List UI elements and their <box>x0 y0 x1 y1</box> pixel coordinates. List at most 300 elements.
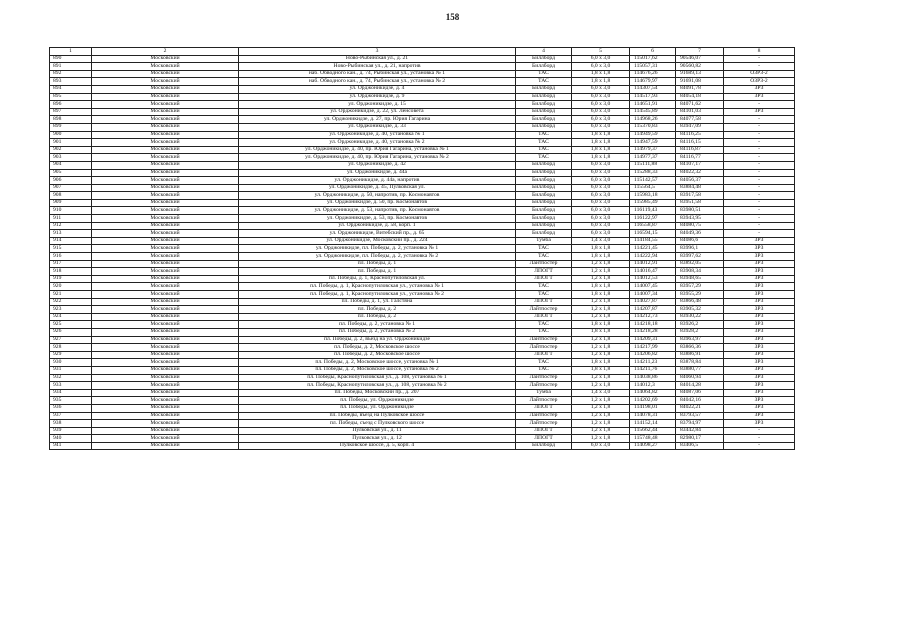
coordinate-y-cell: 90560,82 <box>676 63 724 71</box>
address-cell: ул. Орджоникидзе, Витебский пр., д. 65 <box>239 230 516 238</box>
zone-cell: - <box>724 154 795 162</box>
address-cell: пл. Победы, съезд с Пулковского шоссе <box>239 420 516 428</box>
table-row <box>50 442 795 450</box>
coordinate-x-cell: 114676,26 <box>630 70 676 78</box>
row-number-cell: 898 <box>50 116 92 124</box>
row-number-cell: 900 <box>50 131 92 139</box>
district-cell: Московский <box>92 146 239 154</box>
coordinate-x-cell: 116119,43 <box>630 207 676 215</box>
row-number-cell: 912 <box>50 222 92 230</box>
zone-cell: - <box>724 161 795 169</box>
coordinate-x-cell: 114222,94 <box>630 253 676 261</box>
coordinate-x-cell: 114968,26 <box>630 116 676 124</box>
coordinate-y-cell: 83926,2 <box>676 321 724 329</box>
coordinate-x-cell: 114211,23 <box>630 359 676 367</box>
row-number-cell: 901 <box>50 139 92 147</box>
size-cell: 1,2 х 1,8 <box>572 427 630 435</box>
size-cell: 6,0 х 3,0 <box>572 169 630 177</box>
table-header-row <box>50 48 795 56</box>
table-row <box>50 123 795 131</box>
district-cell: Московский <box>92 382 239 390</box>
coordinate-y-cell: 83793,57 <box>676 412 724 420</box>
size-cell: 1,2 х 1,8 <box>572 275 630 283</box>
coordinate-y-cell: 84042,16 <box>676 397 724 405</box>
coordinate-x-cell: 114979,37 <box>630 146 676 154</box>
row-number-cell: 937 <box>50 412 92 420</box>
address-cell: Пулковская ул., д. 12 <box>239 435 516 443</box>
column-header-3: 3 <box>239 48 516 56</box>
zone-cell: - <box>724 230 795 238</box>
table-row <box>50 427 795 435</box>
size-cell: 1,2 х 1,8 <box>572 397 630 405</box>
structure-type-cell: ЛПОГТ <box>516 351 572 359</box>
coordinate-x-cell: 115142,57 <box>630 177 676 185</box>
row-number-cell: 896 <box>50 101 92 109</box>
table-row <box>50 420 795 428</box>
row-number-cell: 902 <box>50 146 92 154</box>
coordinate-y-cell: 83928,2 <box>676 328 724 336</box>
address-cell: пл. Победы, д. 2, Московское шоссе, установка № 2 <box>239 366 516 374</box>
table-row <box>50 146 795 154</box>
structure-type-cell: ТАС <box>516 328 572 336</box>
column-header-4: 4 <box>516 48 572 56</box>
size-cell: 1,8 х 1,8 <box>572 366 630 374</box>
coordinate-x-cell: 115017,62 <box>630 55 676 63</box>
coordinate-y-cell: 83886,91 <box>676 351 724 359</box>
table-row <box>50 116 795 124</box>
size-cell: 1,8 х 1,8 <box>572 328 630 336</box>
coordinate-y-cell: 83794,97 <box>676 420 724 428</box>
coordinate-y-cell: 83406,5 <box>676 442 724 450</box>
size-cell: 6,0 х 3,0 <box>572 192 630 200</box>
column-header-7: 7 <box>676 48 724 56</box>
coordinate-y-cell: 82980,17 <box>676 435 724 443</box>
district-cell: Московский <box>92 207 239 215</box>
row-number-cell: 931 <box>50 366 92 374</box>
row-number-cell: 921 <box>50 291 92 299</box>
district-cell: Московский <box>92 161 239 169</box>
zone-cell: - <box>724 222 795 230</box>
table-row <box>50 298 795 306</box>
coordinate-y-cell: 84056,37 <box>676 177 724 185</box>
size-cell: 1,8 х 1,8 <box>572 245 630 253</box>
size-cell: 1,8 х 1,8 <box>572 253 630 261</box>
structure-type-cell: ЛПОГТ <box>516 298 572 306</box>
table-row <box>50 268 795 276</box>
coordinate-x-cell: 115564,5 <box>630 184 676 192</box>
table-row <box>50 336 795 344</box>
coordinate-y-cell: 84116,15 <box>676 139 724 147</box>
zone-cell: - <box>724 199 795 207</box>
structure-type-cell: ТАС <box>516 283 572 291</box>
row-number-cell: 940 <box>50 435 92 443</box>
coordinate-x-cell: 114012,91 <box>630 260 676 268</box>
zone-cell: ЗРЗ <box>724 253 795 261</box>
table-row <box>50 70 795 78</box>
size-cell: 6,0 х 3,0 <box>572 101 630 109</box>
zone-cell: - <box>724 184 795 192</box>
address-cell: ул. Орджоникидзе, д. 50, пр. Космонавтов <box>239 199 516 207</box>
coordinate-x-cell: 116594,15 <box>630 230 676 238</box>
table-row <box>50 359 795 367</box>
row-number-cell: 903 <box>50 154 92 162</box>
size-cell: 6,0 х 3,0 <box>572 123 630 131</box>
table-row <box>50 101 795 109</box>
coordinate-y-cell: 84116,77 <box>676 154 724 162</box>
district-cell: Московский <box>92 222 239 230</box>
district-cell: Московский <box>92 245 239 253</box>
row-number-cell: 933 <box>50 382 92 390</box>
coordinate-x-cell: 114007,34 <box>630 291 676 299</box>
coordinate-y-cell: 84080,75 <box>676 222 724 230</box>
zone-cell: - <box>724 139 795 147</box>
address-cell: ул. Орджоникидзе, д. 45, Пулковская ул. <box>239 184 516 192</box>
coordinate-x-cell: 114651,91 <box>630 101 676 109</box>
address-cell: пл. Победы, въезд на Пулковское шоссе <box>239 412 516 420</box>
coordinate-y-cell: 83892,05 <box>676 260 724 268</box>
district-cell: Московский <box>92 351 239 359</box>
size-cell: 6,0 х 3,0 <box>572 222 630 230</box>
zone-cell: - <box>724 169 795 177</box>
row-number-cell: 890 <box>50 55 92 63</box>
row-number-cell: 913 <box>50 230 92 238</box>
row-number-cell: 935 <box>50 397 92 405</box>
structure-type-cell: Биллборд <box>516 55 572 63</box>
table-row <box>50 85 795 93</box>
coordinate-x-cell: 114211,76 <box>630 366 676 374</box>
coordinate-y-cell: 83980,51 <box>676 207 724 215</box>
address-cell: Ново-Рыбинская ул., д. 21, напротив <box>239 63 516 71</box>
row-number-cell: 893 <box>50 78 92 86</box>
size-cell: 6,0 х 3,0 <box>572 63 630 71</box>
table-row <box>50 108 795 116</box>
row-number-cell: 928 <box>50 344 92 352</box>
page-number: 158 <box>445 12 460 22</box>
size-cell: 6,0 х 3,0 <box>572 55 630 63</box>
column-header-2: 2 <box>92 48 239 56</box>
table-row <box>50 161 795 169</box>
size-cell: 1,8 х 1,8 <box>572 139 630 147</box>
zone-cell: ЗРЗ <box>724 389 795 397</box>
structure-type-cell: ТАС <box>516 366 572 374</box>
zone-cell: ЗРЗ <box>724 382 795 390</box>
table-row <box>50 374 795 382</box>
coordinate-x-cell: 116122,97 <box>630 215 676 223</box>
row-number-cell: 891 <box>50 63 92 71</box>
address-cell: ул. Орджоникидзе, д. 27, пр. Юрия Гагарина <box>239 116 516 124</box>
structure-type-cell: ЛПОГТ <box>516 275 572 283</box>
column-header-8: 8 <box>724 48 795 56</box>
coordinate-y-cell: 84054,18 <box>676 93 724 101</box>
structure-type-cell: Биллборд <box>516 207 572 215</box>
coordinate-y-cell: 83878,84 <box>676 359 724 367</box>
address-cell: ул. Орджоникидзе, д. 40, установка № 2 <box>239 139 516 147</box>
zone-cell: ЗРЗ <box>724 404 795 412</box>
address-cell: пл. Победы, д. 2 <box>239 313 516 321</box>
district-cell: Московский <box>92 123 239 131</box>
address-cell: пл. Победы, д. 1, ул. Галстяна <box>239 298 516 306</box>
district-cell: Московский <box>92 101 239 109</box>
table-row <box>50 230 795 238</box>
row-number-cell: 904 <box>50 161 92 169</box>
row-number-cell: 924 <box>50 313 92 321</box>
district-cell: Московский <box>92 199 239 207</box>
row-number-cell: 919 <box>50 275 92 283</box>
district-cell: Московский <box>92 344 239 352</box>
row-number-cell: 938 <box>50 420 92 428</box>
row-number-cell: 908 <box>50 192 92 200</box>
district-cell: Московский <box>92 442 239 450</box>
size-cell: 1,8 х 1,8 <box>572 283 630 291</box>
zone-cell: ЗРЗ <box>724 283 795 291</box>
coordinate-y-cell: 83947,09 <box>676 123 724 131</box>
row-number-cell: 916 <box>50 253 92 261</box>
table-row <box>50 184 795 192</box>
coordinate-y-cell: 83884,48 <box>676 184 724 192</box>
structure-type-cell: ТАС <box>516 321 572 329</box>
coordinate-x-cell: 114218,28 <box>630 328 676 336</box>
zone-cell: ЗРЗ <box>724 85 795 93</box>
coordinate-x-cell: 116558,87 <box>630 222 676 230</box>
zone-cell: ЗРЗ <box>724 420 795 428</box>
table-row <box>50 389 795 397</box>
structure-type-cell: Биллборд <box>516 108 572 116</box>
table-row <box>50 435 795 443</box>
coordinate-y-cell: 84101,03 <box>676 108 724 116</box>
size-cell: 1,4 х 3,0 <box>572 237 630 245</box>
address-cell: ул. Орджоникидзе, д. 44а, напротив <box>239 177 516 185</box>
address-cell: пл. Победы, Краснопутиловская ул., д. 108, установка № 2 <box>239 382 516 390</box>
address-cell: пл. Победы, д. 1, Краснопутиловская ул., установка № 2 <box>239 291 516 299</box>
row-number-cell: 922 <box>50 298 92 306</box>
size-cell: 1,8 х 1,8 <box>572 146 630 154</box>
district-cell: Московский <box>92 389 239 397</box>
zone-cell: - <box>724 101 795 109</box>
zone-cell: ЗРЗ <box>724 336 795 344</box>
zone-cell: ЗРЗ <box>724 412 795 420</box>
coordinate-y-cell: 83917,58 <box>676 192 724 200</box>
structure-type-cell: ТАС <box>516 131 572 139</box>
table-row <box>50 404 795 412</box>
structure-type-cell: Лайтпостер <box>516 374 572 382</box>
coordinate-y-cell: 84116,25 <box>676 131 724 139</box>
district-cell: Московский <box>92 63 239 71</box>
district-cell: Московский <box>92 336 239 344</box>
size-cell: 6,0 х 3,0 <box>572 93 630 101</box>
table-row <box>50 93 795 101</box>
zone-cell: ОЗРЗ-2 <box>724 70 795 78</box>
district-cell: Московский <box>92 108 239 116</box>
table-row <box>50 154 795 162</box>
coordinate-y-cell: 83948,65 <box>676 275 724 283</box>
zone-cell: ЗРЗ <box>724 328 795 336</box>
size-cell: 1,8 х 1,8 <box>572 359 630 367</box>
size-cell: 1,2 х 1,8 <box>572 412 630 420</box>
structure-type-cell: ТАС <box>516 146 572 154</box>
row-number-cell: 897 <box>50 108 92 116</box>
coordinate-y-cell: 83930,22 <box>676 313 724 321</box>
structure-type-cell: ТАС <box>516 245 572 253</box>
row-number-cell: 918 <box>50 268 92 276</box>
zone-cell: - <box>724 442 795 450</box>
coordinate-x-cell: 114098,27 <box>630 442 676 450</box>
district-cell: Московский <box>92 169 239 177</box>
size-cell: 1,2 х 1,8 <box>572 268 630 276</box>
coordinate-x-cell: 115288,33 <box>630 169 676 177</box>
zone-cell: - <box>724 116 795 124</box>
zone-cell: - <box>724 55 795 63</box>
row-number-cell: 917 <box>50 260 92 268</box>
address-cell: пл. Победы, д. 1 <box>239 260 516 268</box>
row-number-cell: 899 <box>50 123 92 131</box>
district-cell: Московский <box>92 177 239 185</box>
address-cell: наб. Обводного кан., д. 74, Рыбинская ул., установка № 1 <box>239 70 516 78</box>
structure-type-cell: Биллборд <box>516 85 572 93</box>
address-cell: ул. Орджоникидзе, Московский пр., д. 224 <box>239 237 516 245</box>
coordinate-x-cell: 114679,97 <box>630 78 676 86</box>
zone-cell: ЗРЗ <box>724 351 795 359</box>
structure-type-cell: Биллборд <box>516 442 572 450</box>
district-cell: Московский <box>92 313 239 321</box>
table-row <box>50 215 795 223</box>
coordinate-x-cell: 114212,73 <box>630 313 676 321</box>
coordinate-x-cell: 114012,53 <box>630 275 676 283</box>
table-row <box>50 192 795 200</box>
size-cell: 1,2 х 1,8 <box>572 435 630 443</box>
coordinate-y-cell: 84071,62 <box>676 101 724 109</box>
district-cell: Московский <box>92 116 239 124</box>
district-cell: Московский <box>92 93 239 101</box>
size-cell: 1,2 х 1,8 <box>572 260 630 268</box>
row-number-cell: 941 <box>50 442 92 450</box>
address-cell: ул. Орджоникидзе, д. 42 <box>239 161 516 169</box>
table-row <box>50 306 795 314</box>
address-cell: пл. Победы, ул. Орджоникидзе <box>239 404 516 412</box>
row-number-cell: 915 <box>50 245 92 253</box>
structure-type-cell: ЛПОГТ <box>516 268 572 276</box>
address-cell: ул. Орджоникидзе, д. 40, установка № 1 <box>239 131 516 139</box>
district-cell: Московский <box>92 291 239 299</box>
table-row <box>50 199 795 207</box>
zone-cell: ОЗРЗ-2 <box>724 78 795 86</box>
structure-type-cell: Лайтпостер <box>516 260 572 268</box>
table-row <box>50 397 795 405</box>
address-cell: пл. Победы, д. 2, въезд на ул. Орджоникидзе <box>239 336 516 344</box>
row-number-cell: 925 <box>50 321 92 329</box>
size-cell: 1,8 х 1,8 <box>572 291 630 299</box>
coordinate-y-cell: 84116,87 <box>676 146 724 154</box>
district-cell: Московский <box>92 237 239 245</box>
size-cell: 1,8 х 1,8 <box>572 131 630 139</box>
column-header-5: 5 <box>572 48 630 56</box>
zone-cell: ЗРЗ <box>724 374 795 382</box>
coordinate-x-cell: 114007,45 <box>630 283 676 291</box>
size-cell: 6,0 х 3,0 <box>572 116 630 124</box>
row-number-cell: 894 <box>50 85 92 93</box>
address-cell: Ново-Рыбинская ул., д. 21 <box>239 55 516 63</box>
district-cell: Московский <box>92 184 239 192</box>
table-row <box>50 253 795 261</box>
coordinate-x-cell: 115370,83 <box>630 123 676 131</box>
coordinate-x-cell: 114202,69 <box>630 397 676 405</box>
coordinate-y-cell: 91689,13 <box>676 70 724 78</box>
zone-cell: ЗРЗ <box>724 268 795 276</box>
district-cell: Московский <box>92 154 239 162</box>
district-cell: Московский <box>92 404 239 412</box>
district-cell: Московский <box>92 78 239 86</box>
district-cell: Московский <box>92 268 239 276</box>
structure-type-cell: Биллборд <box>516 184 572 192</box>
district-cell: Московский <box>92 397 239 405</box>
coordinate-y-cell: 83997,62 <box>676 253 724 261</box>
address-cell: пл. Победы, д. 1, Краснопутиловская ул. <box>239 275 516 283</box>
zone-cell: ЗРЗ <box>724 366 795 374</box>
district-cell: Московский <box>92 412 239 420</box>
table-row <box>50 321 795 329</box>
structure-type-cell: Биллборд <box>516 161 572 169</box>
structure-type-cell: Лайтпостер <box>516 412 572 420</box>
row-number-cell: 923 <box>50 306 92 314</box>
row-number-cell: 920 <box>50 283 92 291</box>
zone-cell: - <box>724 131 795 139</box>
structure-type-cell: ЛПОГТ <box>516 435 572 443</box>
row-number-cell: 909 <box>50 199 92 207</box>
district-cell: Московский <box>92 260 239 268</box>
structure-type-cell: Биллборд <box>516 93 572 101</box>
address-cell: пл. Победы, д. 2, Московское шоссе <box>239 344 516 352</box>
size-cell: 6,0 х 3,0 <box>572 184 630 192</box>
size-cell: 6,0 х 3,0 <box>572 161 630 169</box>
row-number-cell: 914 <box>50 237 92 245</box>
structure-type-cell: Биллборд <box>516 63 572 71</box>
size-cell: 6,0 х 3,0 <box>572 442 630 450</box>
zone-cell: - <box>724 427 795 435</box>
coordinate-y-cell: 83957,29 <box>676 283 724 291</box>
structure-type-cell: ТАС <box>516 70 572 78</box>
coordinate-x-cell: 114545,89 <box>630 108 676 116</box>
table-row <box>50 63 795 71</box>
district-cell: Московский <box>92 70 239 78</box>
zone-cell: ЗРЗ <box>724 298 795 306</box>
coordinate-x-cell: 114038,86 <box>630 374 676 382</box>
address-cell: ул. Орджоникидзе, д. 50, напротив, пр. Космонавтов <box>239 192 516 200</box>
district-cell: Московский <box>92 139 239 147</box>
row-number-cell: 934 <box>50 389 92 397</box>
district-cell: Московский <box>92 192 239 200</box>
structure-type-cell: Тумба <box>516 389 572 397</box>
coordinate-x-cell: 114207,87 <box>630 306 676 314</box>
coordinate-y-cell: 83905,32 <box>676 306 724 314</box>
size-cell: 1,2 х 1,8 <box>572 336 630 344</box>
coordinate-x-cell: 114218,18 <box>630 321 676 329</box>
column-header-1: 1 <box>50 48 92 56</box>
zone-cell: - <box>724 207 795 215</box>
coordinate-x-cell: 114064,82 <box>630 389 676 397</box>
address-cell: ул. Орджоникидзе, д. 9 <box>239 93 516 101</box>
address-cell: ул. Орджоникидзе, д. 53, пр. Космонавтов <box>239 215 516 223</box>
coordinate-y-cell: 84086,6 <box>676 237 724 245</box>
size-cell: 1,2 х 1,8 <box>572 420 630 428</box>
coordinate-x-cell: 114012,3 <box>630 382 676 390</box>
zone-cell: - <box>724 146 795 154</box>
address-cell: ул. Орджоникидзе, пл. Победы, д. 2, установка № 1 <box>239 245 516 253</box>
structure-type-cell: Лайтпостер <box>516 344 572 352</box>
structure-type-cell: Лайтпостер <box>516 306 572 314</box>
coordinate-y-cell: 84022,32 <box>676 169 724 177</box>
size-cell: 6,0 х 3,0 <box>572 177 630 185</box>
size-cell: 1,2 х 1,8 <box>572 404 630 412</box>
district-cell: Московский <box>92 321 239 329</box>
